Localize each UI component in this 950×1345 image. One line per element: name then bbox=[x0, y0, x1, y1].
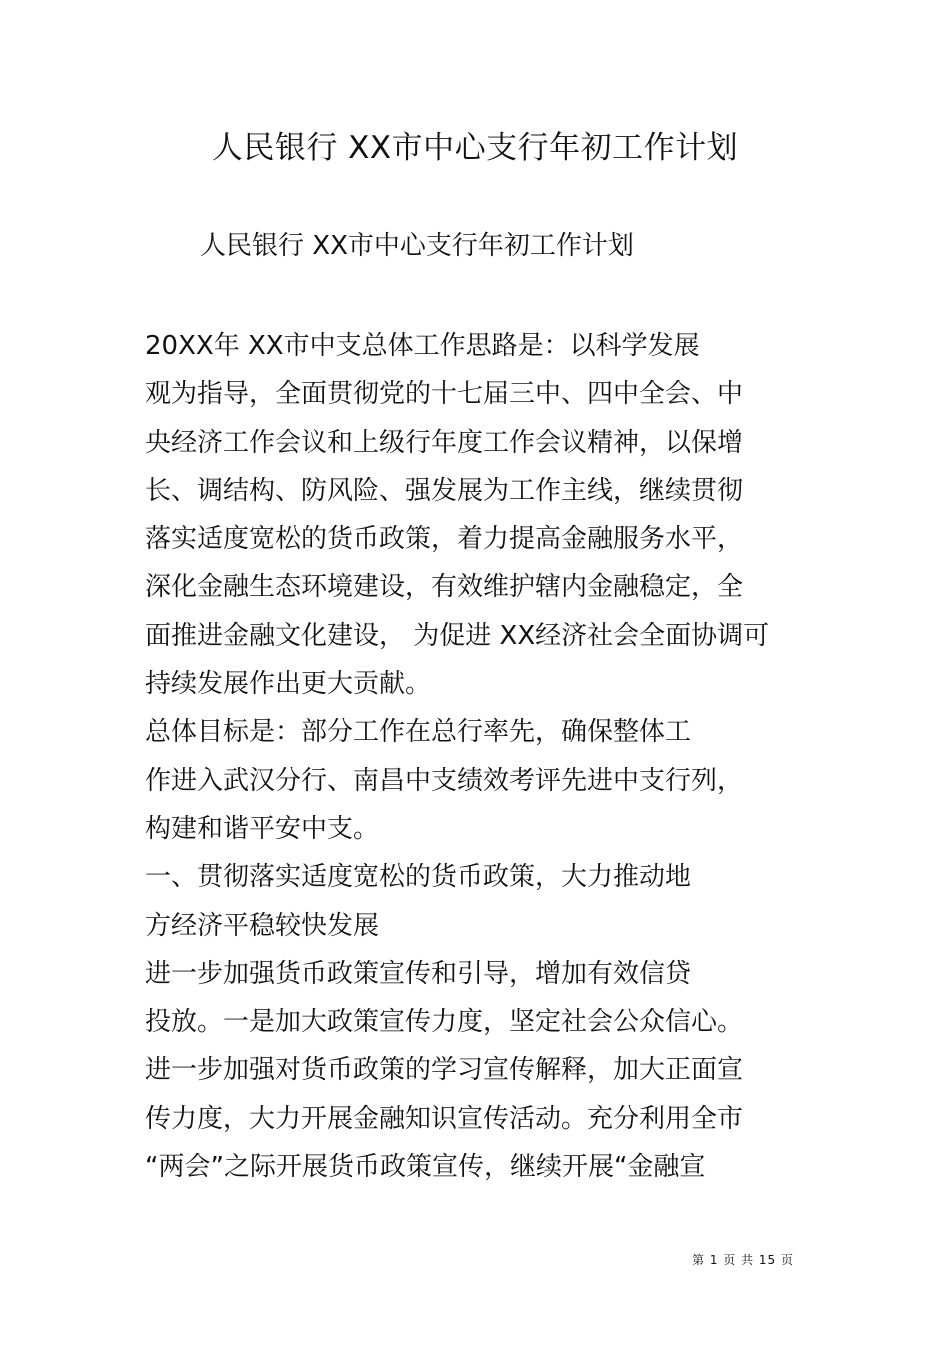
body-line: 进一步加强货币政策宣传和引导，增加有效信贷 bbox=[145, 958, 692, 989]
body-line: 构建和谐平安中支。 bbox=[145, 813, 380, 844]
body-line: 持续发展作出更大贡献。 bbox=[145, 669, 432, 700]
body-line: 投放。一是加大政策宣传力度，坚定社会公众信心。 bbox=[145, 1007, 744, 1038]
document-subtitle: 人民银行 XX市中心支行年初工作计划 bbox=[200, 231, 634, 261]
body-line: 落实适度宽松的货币政策，着力提高金融服务水平， bbox=[145, 524, 744, 555]
body-line: 传力度，大力开展金融知识宣传活动。充分利用全市 bbox=[145, 1103, 744, 1134]
body-line: 方经济平稳较快发展 bbox=[145, 910, 380, 941]
body-line: 一、贯彻落实适度宽松的货币政策，大力推动地 bbox=[145, 862, 692, 893]
body-line: 央经济工作会议和上级行年度工作会议精神，以保增 bbox=[145, 427, 744, 458]
body-line: 观为指导，全面贯彻党的十七届三中、四中全会、中 bbox=[145, 379, 744, 410]
body-line: 作进入武汉分行、南昌中支绩效考评先进中支行列， bbox=[145, 765, 744, 796]
body-line: 总体目标是：部分工作在总行率先，确保整体工 bbox=[145, 717, 692, 748]
body-line: 面推进金融文化建设， 为促进 XX经济社会全面协调可 bbox=[145, 620, 770, 651]
document-body bbox=[145, 322, 795, 1191]
body-line: 进一步加强对货币政策的学习宣传解释，加大正面宣 bbox=[145, 1055, 744, 1086]
body-line: 20XX年 XX市中支总体工作思路是：以科学发展 bbox=[145, 331, 700, 361]
body-line: 深化金融生态环境建设，有效维护辖内金融稳定，全 bbox=[145, 572, 744, 603]
body-line: “两会”之际开展货币政策宣传，继续开展“金融宣 bbox=[145, 1152, 706, 1183]
page-number-footer: 第 1 页 共 15 页 bbox=[692, 1253, 794, 1267]
document-title: 人民银行 XX市中心支行年初工作计划 bbox=[211, 130, 739, 166]
body-line: 长、调结构、防风险、强发展为工作主线，继续贯彻 bbox=[145, 475, 744, 506]
